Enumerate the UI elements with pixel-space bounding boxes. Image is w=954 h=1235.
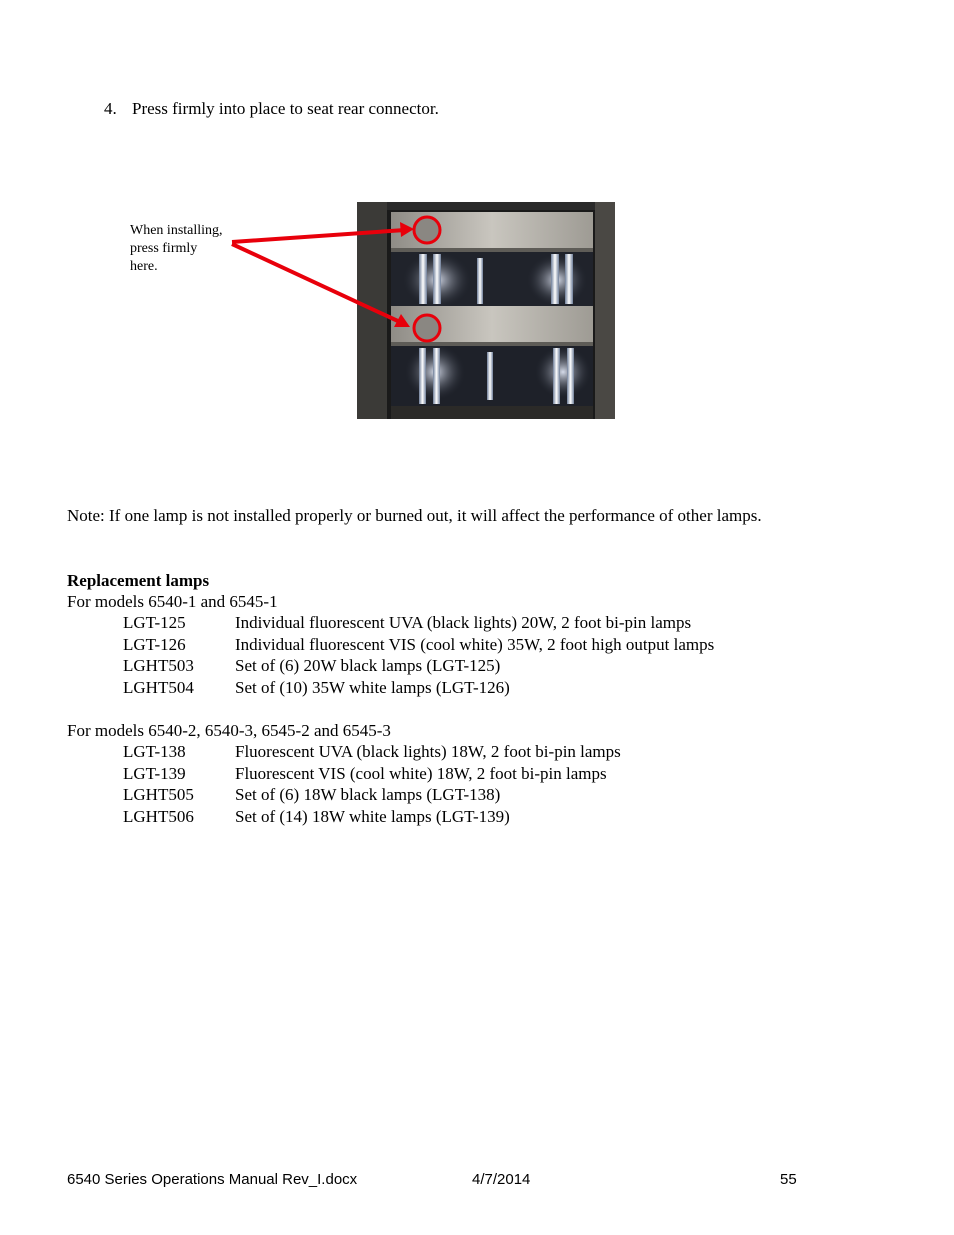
footer-page-number: 55 bbox=[780, 1171, 797, 1188]
lamp-description: Set of (10) 35W white lamps (LGT-126) bbox=[235, 677, 510, 697]
step-4 bbox=[104, 98, 439, 119]
model-group-heading: For models 6540-1 and 6545-1 bbox=[67, 592, 278, 611]
lamp-code: LGT-126 bbox=[123, 634, 186, 654]
lamp-code: LGHT506 bbox=[123, 806, 194, 826]
lamp-code: LGT-125 bbox=[123, 613, 186, 632]
replacement-lamps-title: Replacement lamps bbox=[67, 571, 210, 590]
lamp-code: LGT-139 bbox=[123, 763, 186, 783]
lamp-row bbox=[67, 655, 947, 677]
footer-document-name: 6540 Series Operations Manual Rev_I.docx bbox=[67, 1171, 358, 1188]
lamp-code: LGT-138 bbox=[123, 742, 186, 761]
callout-line-2: press firmly bbox=[130, 241, 198, 256]
lamp-chamber-photo bbox=[357, 202, 615, 419]
lamp-description: Individual fluorescent UVA (black lights) 20W, 2 foot bi-pin lamps bbox=[235, 613, 692, 632]
lamp-row bbox=[67, 677, 947, 699]
lamp-code: LGHT504 bbox=[123, 677, 194, 697]
lamp-row bbox=[67, 806, 947, 828]
lamp-description: Set of (6) 20W black lamps (LGT-125) bbox=[235, 656, 501, 675]
lamp-row bbox=[67, 612, 947, 634]
lamp-row bbox=[67, 784, 947, 806]
step-number: 4. bbox=[104, 99, 117, 118]
footer-date: 4/7/2014 bbox=[472, 1171, 531, 1188]
model-group-1 bbox=[67, 591, 947, 698]
lamp-note: Note: If one lamp is not installed properly or burned out, it will affect the performance of other lamps. bbox=[67, 506, 762, 525]
lamp-code: LGHT505 bbox=[123, 785, 194, 804]
lamp-row bbox=[67, 763, 947, 785]
press-point-upper-marker bbox=[414, 217, 440, 243]
callout-line-1: When installing, bbox=[130, 223, 223, 238]
callout-line-3: here. bbox=[130, 259, 158, 274]
press-point-lower-marker bbox=[414, 315, 440, 341]
lamp-description: Individual fluorescent VIS (cool white) 35W, 2 foot high output lamps bbox=[235, 634, 715, 654]
lamp-row bbox=[67, 634, 947, 656]
figure-callout bbox=[130, 222, 250, 276]
lamp-description: Fluorescent VIS (cool white) 18W, 2 foot bi-pin lamps bbox=[235, 763, 607, 783]
model-group-2 bbox=[67, 720, 947, 827]
lamp-code: LGHT503 bbox=[123, 656, 194, 675]
lamp-description: Fluorescent UVA (black lights) 18W, 2 foot bi-pin lamps bbox=[235, 742, 621, 761]
lamp-description: Set of (14) 18W white lamps (LGT-139) bbox=[235, 806, 510, 826]
lamp-description: Set of (6) 18W black lamps (LGT-138) bbox=[235, 785, 501, 804]
model-group-heading: For models 6540-2, 6540-3, 6545-2 and 6545-3 bbox=[67, 721, 391, 740]
step-text: Press firmly into place to seat rear connector. bbox=[132, 99, 439, 118]
lamp-row bbox=[67, 741, 947, 763]
